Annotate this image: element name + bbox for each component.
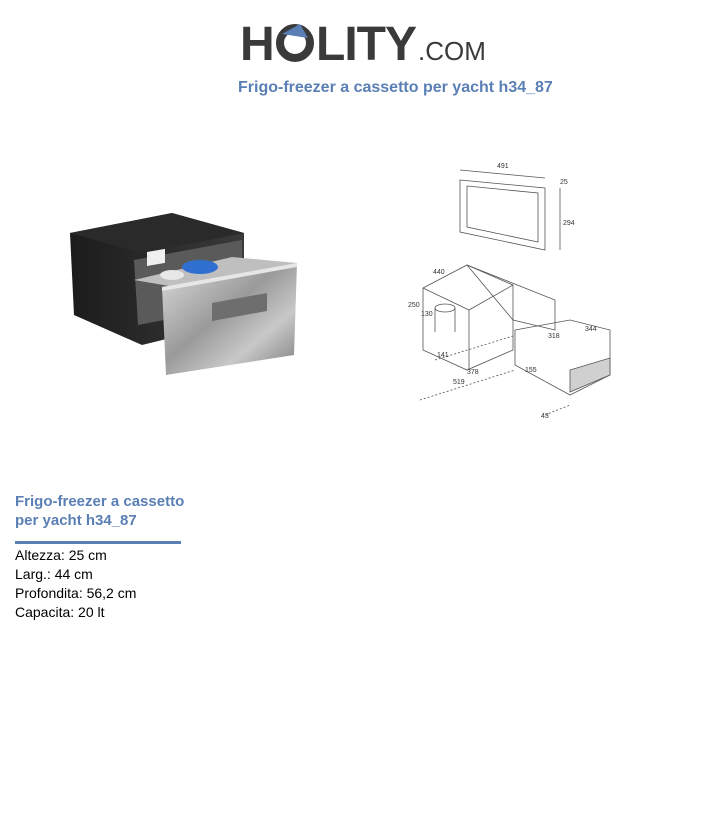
title-divider [15, 541, 181, 544]
dim-label: 344 [585, 326, 597, 333]
dim-label: 250 [408, 302, 420, 309]
spec-height: Altezza: 25 cm [15, 547, 107, 563]
product-photo [62, 205, 302, 385]
product-title [15, 492, 215, 530]
product-specs [15, 546, 136, 622]
dim-label: 43 [541, 413, 549, 420]
holity-logo[interactable] [240, 10, 485, 68]
dim-label: 155 [525, 367, 537, 374]
dim-label: 25 [560, 179, 568, 186]
spec-capacity: Capacita: 20 lt [15, 604, 105, 620]
svg-text:H: H [240, 18, 274, 68]
dim-label: 294 [563, 220, 575, 227]
product-title-line1: Frigo-freezer a cassetto [15, 493, 185, 510]
product-title-line2: per yacht h34_87 [15, 512, 137, 529]
technical-drawing [405, 160, 620, 425]
dim-label: 440 [433, 269, 445, 276]
svg-text:.COM: .COM [418, 36, 485, 66]
holity-logo-mark [240, 10, 485, 68]
dim-label: 141 [437, 352, 449, 359]
page-title: Frigo-freezer a cassetto per yacht h34_87 [238, 79, 553, 96]
spec-width: Larg.: 44 cm [15, 566, 93, 582]
spec-depth: Profondita: 56,2 cm [15, 585, 137, 601]
dim-label: 378 [467, 369, 479, 376]
dim-label: 130 [421, 311, 433, 318]
svg-text:LITY: LITY [316, 18, 416, 68]
power-o-icon [280, 24, 310, 58]
dim-label: 318 [548, 333, 560, 340]
dim-label: 491 [497, 163, 509, 170]
dim-label: 519 [453, 379, 465, 386]
